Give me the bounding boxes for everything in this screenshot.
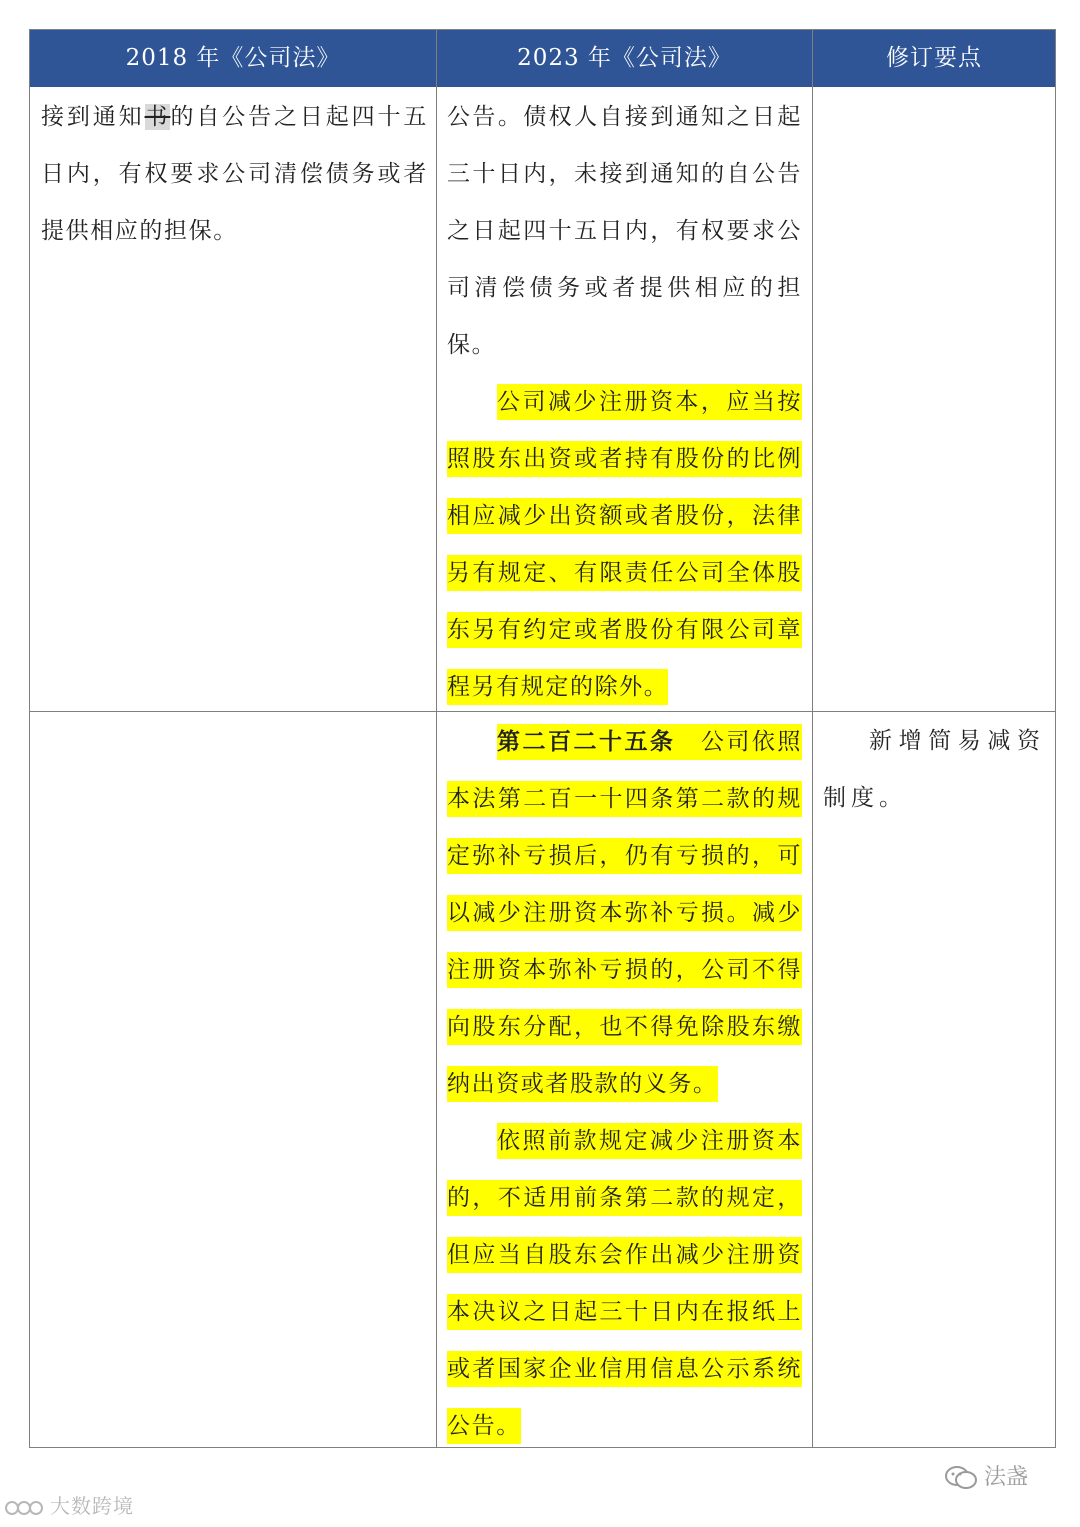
deleted-text: 书 bbox=[144, 104, 171, 130]
watermark-left-text: 大数跨境 bbox=[50, 1494, 134, 1518]
row2-note-cell bbox=[823, 713, 1045, 827]
table-header bbox=[30, 30, 1055, 87]
row2-note: 新增简易减资制度。 bbox=[823, 728, 1045, 811]
header-2023-law: 2023 年《公司法》 bbox=[517, 45, 732, 71]
comparison-table bbox=[29, 29, 1056, 1448]
wechat-icon bbox=[944, 1465, 978, 1491]
watermark-right bbox=[944, 1460, 1028, 1491]
row1-old-law-cell bbox=[41, 89, 428, 260]
header-revision-points: 修订要点 bbox=[886, 45, 982, 71]
watermark-logo-icon bbox=[4, 1497, 44, 1519]
column-divider-2 bbox=[812, 30, 813, 1447]
row1-new-law-cell bbox=[447, 89, 802, 716]
watermark-left bbox=[4, 1490, 134, 1519]
row2-new-law-cell bbox=[447, 713, 802, 1455]
new-text-highlighted: 公司减少注册资本，应当按照股东出资或者持有股份的比例相应减少出资额或者股份，法律另有规定、有限责任公司全体股东另有约定或者股份有限公司章程另有规定的除外。 bbox=[447, 384, 802, 705]
old-text-part-a: 接到通知 bbox=[41, 104, 145, 130]
new-text-continuation: 公告。债权人自接到通知之日起三十日内，未接到通知的自公告之日起四十五日内，有权要求公司清偿债务或者提供相应的担保。 bbox=[447, 104, 802, 358]
article-para-2: 依照前款规定减少注册资本的，不适用前条第二款的规定，但应当自股东会作出减少注册资本决议之日起三十日内在报纸上或者国家企业信用信息公示系统公告。 bbox=[447, 1123, 802, 1444]
article-para-1: 公司依照本法第二百一十四条第二款的规定弥补亏损后，仍有亏损的，可以减少注册资本弥补亏损。减少注册资本弥补亏损的，公司不得向股东分配，也不得免除股东缴纳出资或者股款的义务。 bbox=[447, 729, 803, 1097]
header-2018-law: 2018 年《公司法》 bbox=[125, 45, 341, 71]
article-title: 第二百二十五条 bbox=[497, 728, 676, 755]
old-text-part-b: 的自公告之日起四十五日内，有权要求公司清偿债务或者提供相应的担保。 bbox=[41, 104, 428, 244]
watermark-right-text: 法盏 bbox=[984, 1465, 1029, 1490]
column-divider-1 bbox=[436, 30, 437, 1447]
